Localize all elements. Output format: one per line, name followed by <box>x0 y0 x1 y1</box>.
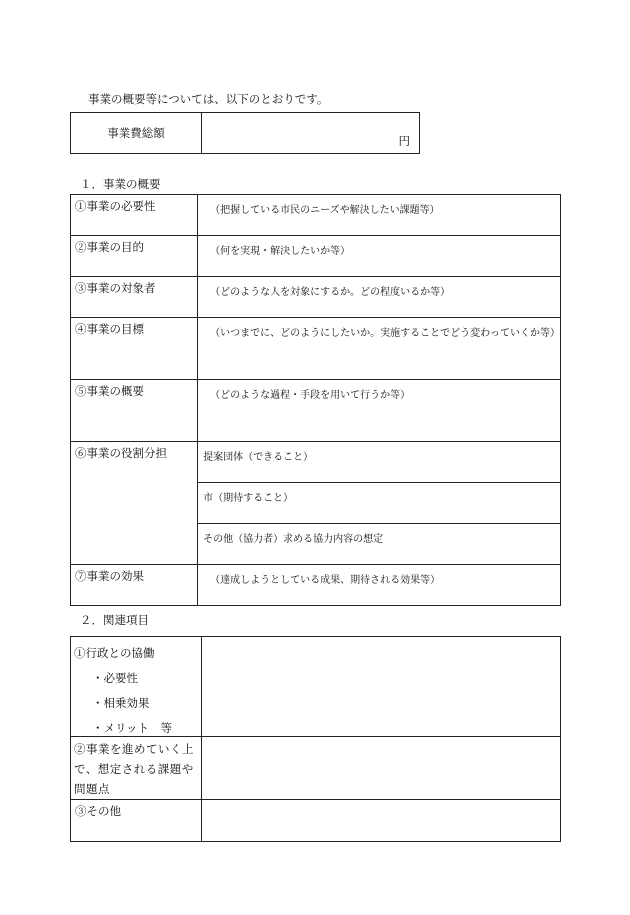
budget-table <box>70 112 420 154</box>
row-note: （どのような過程・手段を用いて行うか等） <box>210 390 411 401</box>
issues-label: ②事業を進めていく上で、想定される課題や問題点 <box>74 742 194 796</box>
label-cell <box>71 236 198 277</box>
collab-label: ①行政との協働 <box>74 646 155 660</box>
budget-input-cell[interactable] <box>202 113 420 154</box>
row-label: ②事業の目的 <box>75 240 144 254</box>
input-cell[interactable] <box>198 380 561 442</box>
row-overview <box>71 380 561 442</box>
row-effect <box>71 565 561 606</box>
collab-label-cell <box>71 637 202 737</box>
budget-label-cell <box>71 113 202 154</box>
label-cell <box>71 380 198 442</box>
row-note: （どのような人を対象にするか。どの程度いるか等） <box>210 287 451 298</box>
row-label: ③事業の対象者 <box>75 281 156 295</box>
role-org: 提案団体（できること） <box>203 452 314 463</box>
section2-title: ２．関連項目 <box>80 613 149 627</box>
input-cell[interactable] <box>198 236 561 277</box>
label-cell <box>71 318 198 380</box>
yen-unit: 円 <box>398 134 410 148</box>
effect-note: （達成しようとしている成果、期待される効果等） <box>210 575 441 586</box>
section2-table <box>70 636 561 842</box>
collab-sub-merit: ・メリット 等 <box>92 721 173 735</box>
row-label: ⑤事業の概要 <box>75 384 144 398</box>
collab-input-cell[interactable] <box>202 637 561 737</box>
roles-label-cell <box>71 442 198 565</box>
effect-label: ⑦事業の効果 <box>75 569 144 583</box>
collab-sub-synergy: ・相乗効果 <box>92 696 150 710</box>
label-cell <box>71 565 198 606</box>
row-issues <box>71 737 561 800</box>
row-label: ④事業の目標 <box>75 322 144 336</box>
other-label: ③その他 <box>75 804 121 818</box>
row-roles-1 <box>71 442 561 483</box>
role-other: その他（協力者）求める協力内容の想定 <box>203 534 384 545</box>
row-target <box>71 277 561 318</box>
row-collab <box>71 637 561 737</box>
section1-title: １．事業の概要 <box>80 177 161 191</box>
row-note: （把握している市民のニーズや解決したい課題等） <box>210 205 440 216</box>
role-city: 市（期待すること） <box>203 493 294 504</box>
roles-label: ⑥事業の役割分担 <box>75 446 167 460</box>
row-note: （何を実現・解決したいか等） <box>210 246 351 257</box>
collab-sub-necessity: ・必要性 <box>92 671 138 685</box>
issues-label-cell <box>71 737 202 800</box>
input-cell[interactable] <box>198 565 561 606</box>
row-label: ①事業の必要性 <box>75 199 156 213</box>
issues-input-cell[interactable] <box>202 737 561 800</box>
role-input-cell[interactable] <box>198 483 561 524</box>
row-note: （いつまでに、どのようにしたいか。実施することでどう変わっていくか等） <box>210 328 560 339</box>
role-input-cell[interactable] <box>198 442 561 483</box>
label-cell <box>71 277 198 318</box>
row-other <box>71 800 561 842</box>
intro-text: 事業の概要等については、以下のとおりです。 <box>88 92 329 106</box>
input-cell[interactable] <box>198 318 561 380</box>
role-input-cell[interactable] <box>198 524 561 565</box>
row-necessity <box>71 195 561 236</box>
other-label-cell <box>71 800 202 842</box>
other-input-cell[interactable] <box>202 800 561 842</box>
input-cell[interactable] <box>198 277 561 318</box>
row-purpose <box>71 236 561 277</box>
label-cell <box>71 195 198 236</box>
section1-table <box>70 194 561 606</box>
row-goal <box>71 318 561 380</box>
input-cell[interactable] <box>198 195 561 236</box>
budget-label: 事業費総額 <box>107 126 165 140</box>
